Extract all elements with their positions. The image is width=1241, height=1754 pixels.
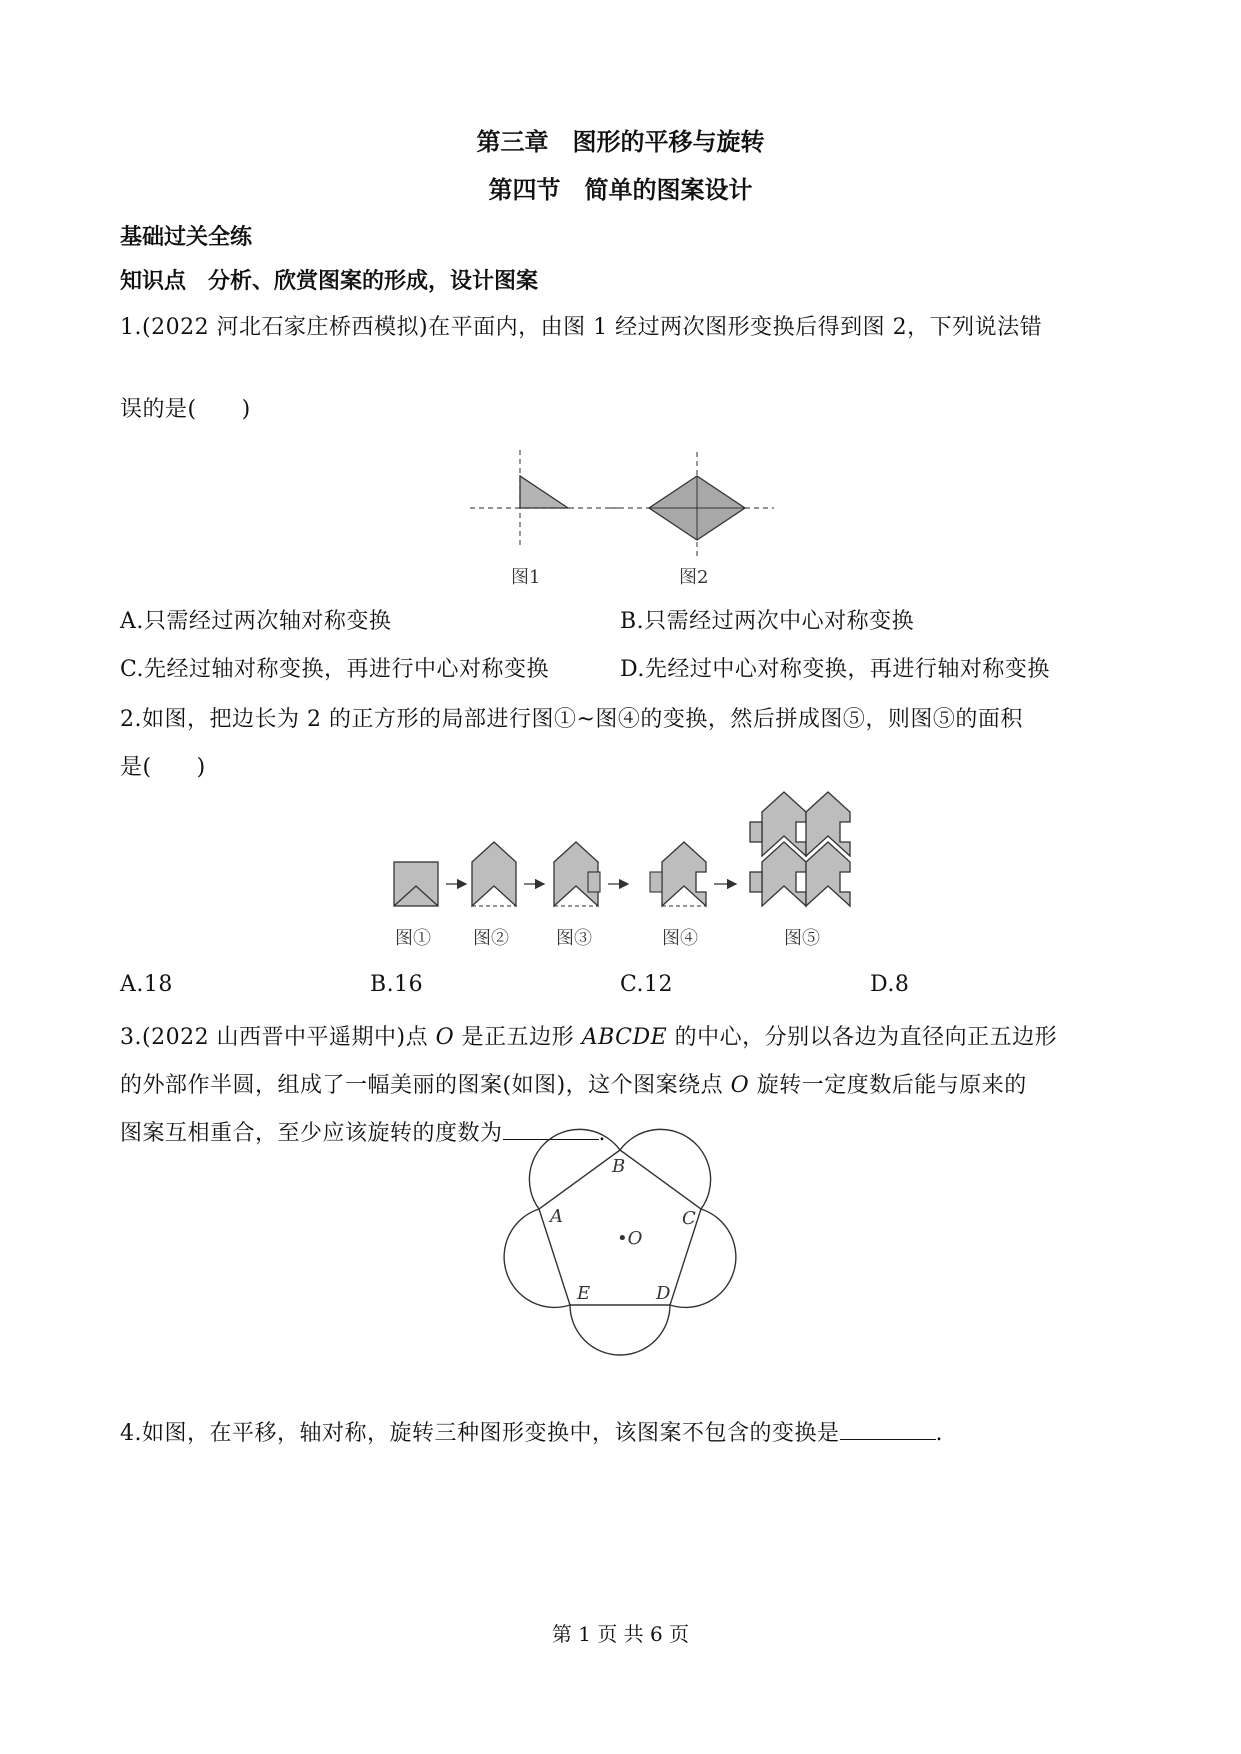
q3-label-b: B — [612, 1156, 626, 1177]
q3-label-o: •O — [617, 1228, 643, 1249]
q1-option-b: B.只需经过两次中心对称变换 — [620, 609, 915, 634]
q1-fig2-label: 图2 — [679, 567, 709, 588]
q3-line1: 3.(2022 山西晋中平遥期中)点 O 是正五边形 ABCDE 的中心，分别以各边为直径向正五边形 — [120, 1025, 1058, 1050]
q2-line2: 是( ) — [120, 755, 206, 780]
q2-fig2-label: 图② — [473, 928, 509, 949]
q4-answer-blank[interactable] — [840, 1421, 936, 1440]
q1-line2: 误的是( ) — [120, 397, 251, 422]
q3-line2: 的外部作半圆，组成了一幅美丽的图案(如图)，这个图案绕点 O 旋转一定度数后能与原来的 — [120, 1073, 1027, 1098]
q2-fig4-label: 图④ — [662, 928, 698, 949]
q1-line1: 1.(2022 河北石家庄桥西模拟)在平面内，由图 1 经过两次图形变换后得到图 2，下列说法错 — [120, 315, 1043, 340]
q1-option-c: C.先经过轴对称变换，再进行中心对称变换 — [120, 657, 550, 682]
q3-label-e: E — [577, 1283, 591, 1304]
q3-line3: 图案互相重合，至少应该旋转的度数为 . — [120, 1121, 607, 1146]
q3-label-c: C — [682, 1208, 696, 1229]
chapter-title: 第三章 图形的平移与旋转 — [476, 128, 765, 156]
section-title: 第四节 简单的图案设计 — [488, 176, 753, 204]
page-footer: 第 1 页 共 6 页 — [551, 1622, 690, 1646]
practice-title: 基础过关全练 — [120, 225, 253, 250]
q3-label-a: A — [550, 1206, 563, 1227]
q3-label-d: D — [656, 1283, 671, 1304]
q4-line: 4.如图，在平移，轴对称，旋转三种图形变换中，该图案不包含的变换是 . — [120, 1421, 943, 1446]
q2-fig1-label: 图① — [395, 928, 431, 949]
q2-fig5-label: 图⑤ — [784, 928, 820, 949]
q2-option-c: C.12 — [620, 972, 674, 997]
q2-option-d: D.8 — [870, 972, 910, 997]
q2-line1: 2.如图，把边长为 2 的正方形的局部进行图①~图④的变换，然后拼成图⑤，则图⑤的面积 — [120, 707, 1023, 732]
knowledge-point: 知识点 分析、欣赏图案的形成，设计图案 — [120, 269, 539, 294]
q2-fig3-label: 图③ — [556, 928, 592, 949]
q2-option-a: A.18 — [120, 972, 173, 997]
q1-option-a: A.只需经过两次轴对称变换 — [120, 609, 392, 634]
q1-fig1-label: 图1 — [511, 567, 541, 588]
q1-option-d: D.先经过中心对称变换，再进行轴对称变换 — [620, 657, 1050, 682]
q2-option-b: B.16 — [370, 972, 424, 997]
